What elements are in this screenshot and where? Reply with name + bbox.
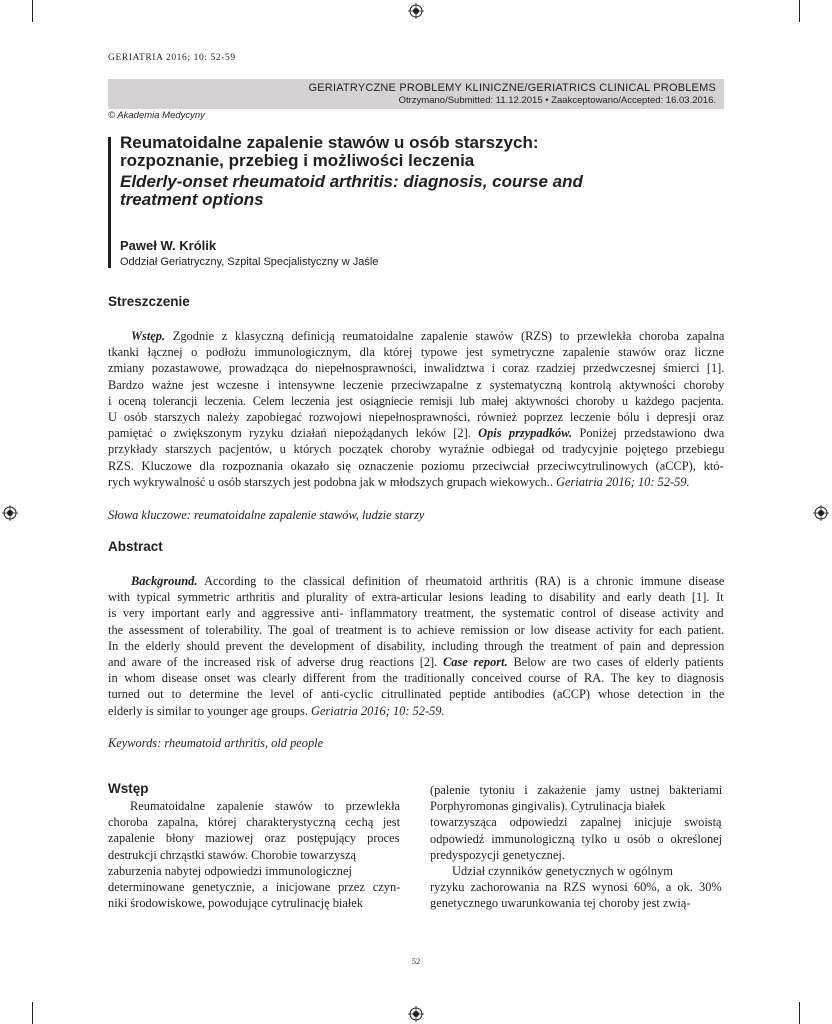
wstep-heading: Wstęp <box>108 781 149 796</box>
article-category: GERIATRYCZNE PROBLEMY KLINICZNE/GERIATRICS CLINICAL PROBLEMS <box>308 82 716 94</box>
streszczenie-body: Wstęp. Zgodnie z klasyczną definicją reumatoidalne zapalenie stawów (RZS) to przewlekła choroba zapalna tkanki łącznej o podłożu immunologicznym, dla której typowe jest symetryczne zapalenie stawów oraz liczne zmiany pozastawowe, prowadząca do niepełnosprawności, inwalidztwa i coraz rzadziej przedwczesnej śmierci [1]. Bardzo ważne jest wczesne i intensywne leczenie przeciwzapalne z systematyczną kontrolą aktywności choroby i oceną tolerancji leczenia. Celem leczenia jest osiągniecie remisji lub małej aktywności choroby u każdego pacjenta. U osób starszych należy zapobiegać rozwojowi niepełnosprawności, również poprzez leczenie bólu i depresji oraz pamiętać o zwiększonym ryzyku działań niepożądanych leków [2]. Opis przypadków. Poniżej przedstawiono dwa przykłady starszych pacjentów, u których początek choroby wyraźnie odbiegał od tradycyjnie pojętego przebiegu RZS. Kluczowe dla rozpoznania okazało się oznaczenie poziomu przeciwciał przeciwcytrulinowych (aCCP), któ- rych wykrywalność u osób starszych jest podobna jak w młodszych grupach wiekowych.. Geriatria 2016; 10: 52-59. <box>108 329 725 489</box>
abstract-body: Background. According to the classical definition of rheumatoid arthritis (RA) is a chronic immune disease with typical symmetric arthritis and plurality of extra-articular lesions leading to disability and early death [1]. It is very important early and aggressive anti- inflammatory treatment, the systematic control of disease activity and the assessment of tolerability. The goal of treatment is to achieve remission or low disease activity for each patient. In the elderly should prevent the development of disability, including through the treatment of pain and depression and aware of the increased risk of adverse drug reactions [2]. Case report. Below are two cases of elderly patients in whom disease onset was clearly different from the traditionally conceived course of RA. The key to diagnosis turned out to determine the level of anti-cyclic citrullinated peptide antibodies (aCCP) whose detection in the elderly is similar to younger age groups. Geriatria 2016; 10: 52-59. <box>108 574 725 718</box>
submission-dates: Otrzymano/Submitted: 11.12.2015 • Zaakceptowano/Accepted: 16.03.2016. <box>398 95 716 106</box>
title-rule <box>108 137 111 268</box>
crop-mark <box>799 1002 800 1024</box>
author-name: Paweł W. Królik <box>120 238 217 253</box>
crop-mark <box>32 0 33 22</box>
wstep-left-column: Reumatoidalne zapalenie stawów to przewlekła choroba zapalna, której charakterystyczną cechą jest zapalenie błony maziowej oraz postępujący proces destrukcji chrząstki stawów. Chorobie towarzyszą zaburzenia nabytej odpowiedzi immunologicznej determinowane genetycznie, a inicjowane przez czyn- niki środowiskowe, powodujące cytrulinację białek <box>108 799 401 911</box>
registration-mark-icon <box>408 1006 424 1022</box>
crop-mark <box>32 1002 33 1024</box>
title-english: Elderly-onset rheumatoid arthritis: diagnosis, course and treatment options <box>120 172 583 209</box>
streszczenie-heading: Streszczenie <box>108 294 190 309</box>
crop-mark <box>799 0 800 22</box>
abstract-heading: Abstract <box>108 539 163 554</box>
registration-mark-icon <box>2 505 18 521</box>
registration-mark-icon <box>813 505 829 521</box>
category-bar <box>108 79 724 109</box>
registration-mark-icon <box>408 3 424 19</box>
page-number: 52 <box>411 956 421 966</box>
keywords-polish: Słowa kluczowe: reumatoidalne zapalenie stawów, ludzie starzy <box>108 508 425 522</box>
title-polish: Reumatoidalne zapalenie stawów u osób starszych: rozpoznanie, przebieg i możliwości leczenia <box>120 133 539 170</box>
copyright: © Akademia Medycyny <box>108 110 205 121</box>
author-affiliation: Oddział Geriatryczny, Szpital Specjalistyczny w Jaśle <box>120 256 379 268</box>
keywords-english: Keywords: rheumatoid arthritis, old people <box>108 736 324 750</box>
wstep-right-column: (palenie tytoniu i zakażenie jamy ustnej bakteriami Porphyromonas gingivalis). Cytrulinacja białek towarzysząca odpowiedzi zapalnej inicjuje swoistą odpowiedź immunologiczną tylko u osób o określonej predyspozycji genetycznej. Udział czynników genetycznych w ogólnym ryzyku zachorowania na RZS wynosi 60%, a ok. 30% genetycznego uwarunkowania tej choroby jest zwią- <box>430 783 723 911</box>
running-head: GERIATRIA 2016; 10: 52-59 <box>108 53 236 63</box>
